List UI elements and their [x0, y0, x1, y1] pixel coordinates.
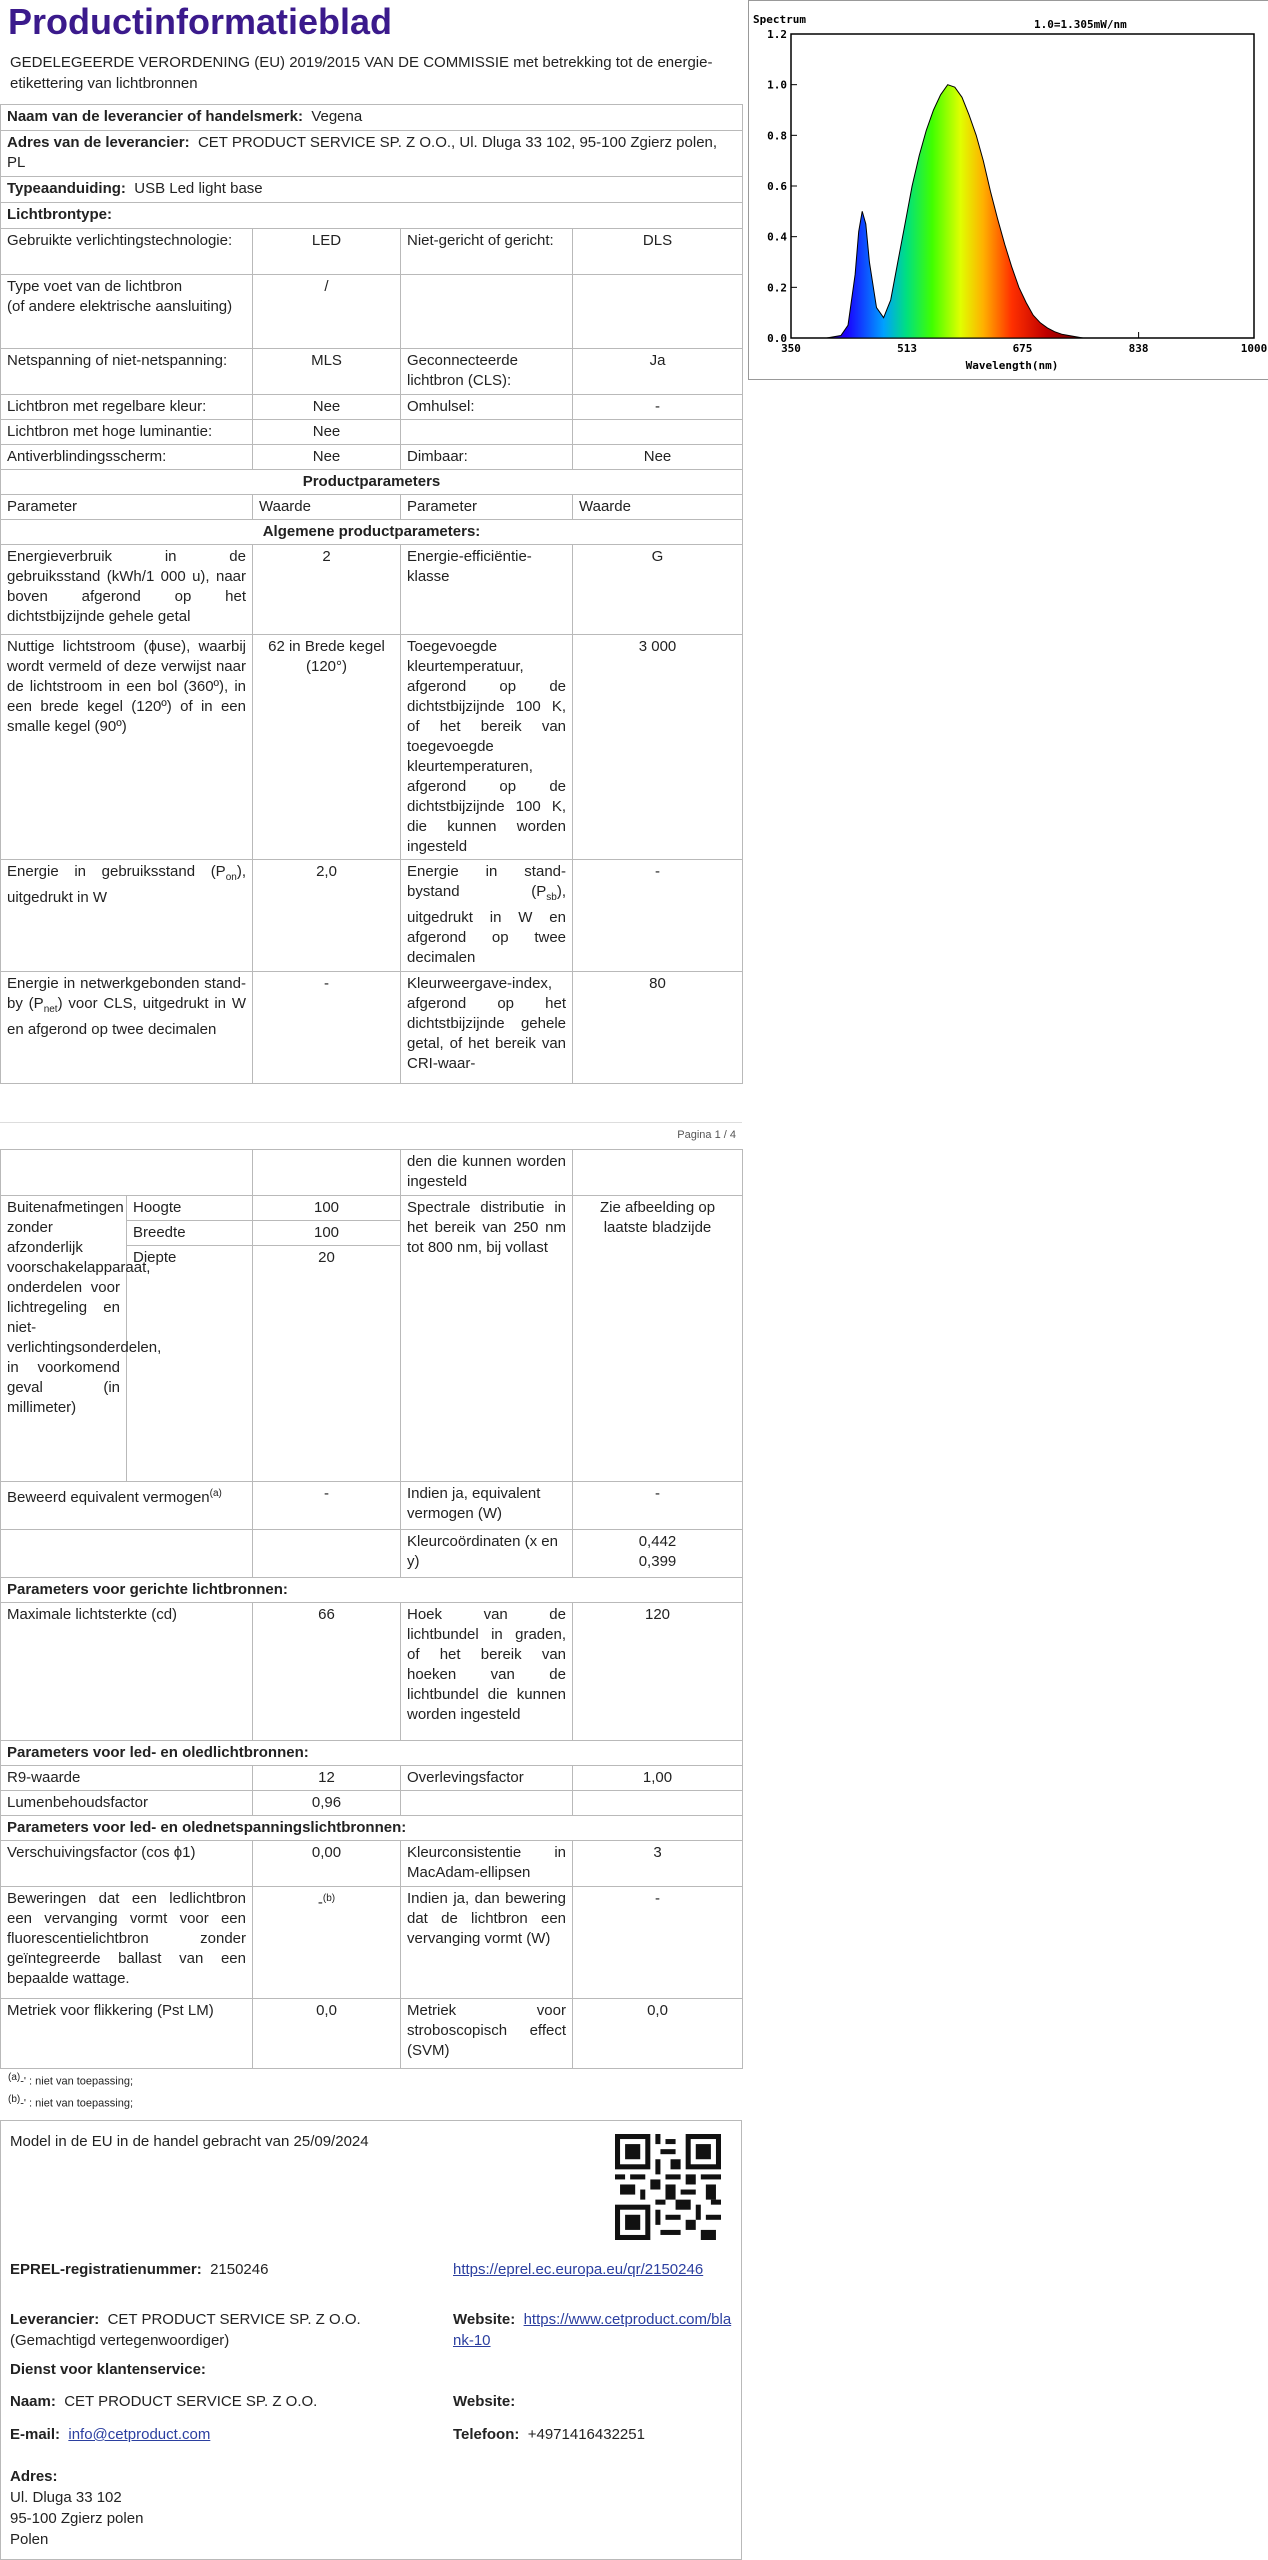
page-number: Pagina 1 / 4 — [677, 1129, 736, 1141]
regulation-text: GEDELEGEERDE VERORDENING (EU) 2019/2015 VAN DE COMMISSIE met betrekking tot de energie-etikettering van lichtbronnen — [10, 54, 713, 92]
cell-value: G — [573, 545, 743, 635]
cell-value — [253, 1530, 401, 1578]
cell-label: Lichtbron met hoge luminantie: — [1, 420, 253, 445]
dim-width-label: Breedte — [127, 1221, 253, 1246]
dim-height-value: 100 — [253, 1196, 401, 1221]
chart-title: Spectrum — [753, 13, 806, 26]
cell-label: R9-waarde — [1, 1766, 253, 1791]
y-tick-label: 0.6 — [767, 180, 787, 193]
cell-label: Energie in netwerkgebonden stand-by $(P_{net})$ voor CLS, uitgedrukt in W en afgerond op twee decimalen — [1, 972, 253, 1084]
service-website: Website: — [453, 2393, 516, 2410]
cell-label: Energie in stand-bystand $(P_{sb})$, uitgedrukt in W en afgerond op twee decimalen — [401, 860, 573, 972]
spectrum-svg — [749, 1, 1268, 379]
cell-value: LED — [253, 229, 401, 275]
y-tick-label: 1.0 — [767, 78, 787, 92]
cell-value: - — [573, 1482, 743, 1530]
service-email-link[interactable]: info@cetproduct.com — [68, 2426, 211, 2443]
cell-value: 3 — [573, 1841, 743, 1887]
cell-value: 0,0 — [253, 1999, 401, 2069]
section-ledmains: Parameters voor led- en olednetspanningslichtbronnen: — [1, 1816, 743, 1841]
supplier-representative: Leverancier: CET PRODUCT SERVICE SP. Z O.O. (Gemachtigd vertegenwoordiger) — [10, 2311, 361, 2349]
spectrum-chart — [748, 0, 1268, 380]
cell-value — [573, 1791, 743, 1816]
cell-value: Nee — [253, 445, 401, 470]
service-address: Adres: Ul. Dluga 33 102 95-100 Zgierz polen Polen — [10, 2468, 144, 2548]
cell-label: Antiverblindingsscherm: — [1, 445, 253, 470]
supplier-address-row: Adres van de leverancier: CET PRODUCT SERVICE SP. Z O.O., Ul. Dluga 33 102, 95-100 Zgierz polen, PL — [1, 131, 743, 177]
y-tick-label: 0.4 — [767, 230, 787, 244]
page-break — [0, 1122, 742, 1150]
cell-label: Energie in gebruiksstand $(P_{on})$, uitgedrukt in W — [1, 860, 253, 972]
col-header: Parameter — [401, 495, 573, 520]
cell-value: Zie afbeelding op laatste bladzijde — [573, 1196, 743, 1482]
col-header: Waarde — [253, 495, 401, 520]
cell-value: 0,00 — [253, 1841, 401, 1887]
type-row: Typeaanduiding: USB Led light base — [1, 177, 743, 203]
cell-label: Gebruikte verlichtingstechnologie: — [1, 229, 253, 275]
cell-value: 2 — [253, 545, 401, 635]
section-led: Parameters voor led- en oledlichtbronnen: — [1, 1741, 743, 1766]
qr-code-icon — [615, 2134, 721, 2240]
cell-label: Omhulsel: — [401, 395, 573, 420]
cell-label: Indien ja, dan bewering dat de lichtbron een vervanging vormt (W) — [401, 1887, 573, 1999]
cell-label: Indien ja, equivalent vermogen (W) — [401, 1482, 573, 1530]
cell-value: 62 in Brede kegel (120°) — [253, 635, 401, 860]
cell-value: Ja — [573, 349, 743, 395]
cell-label: Overlevingsfactor — [401, 1766, 573, 1791]
cell-value — [253, 1150, 401, 1196]
cell-label: Maximale lichtsterkte (cd) — [1, 1603, 253, 1741]
cell-value: DLS — [573, 229, 743, 275]
service-email: E-mail: info@cetproduct.com — [10, 2426, 211, 2443]
y-tick-label: 1.2 — [767, 28, 787, 41]
eprel-number: EPREL-registratienummer: 2150246 — [10, 2261, 269, 2278]
cell-value: 0,442 0,399 — [573, 1530, 743, 1578]
dim-height-label: Hoogte — [127, 1196, 253, 1221]
cell-value: - — [573, 1887, 743, 1999]
cell-value: 120 — [573, 1603, 743, 1741]
cell-label: Kleurweergave-index, afgerond op het dichtstbijzijnde gehele getal, of het bereik van CRI-waar- — [401, 972, 573, 1084]
cell-label: Geconnecteerde lichtbron (CLS): — [401, 349, 573, 395]
cell-value: / — [253, 275, 401, 349]
section-general: Algemene productparameters: — [1, 520, 743, 545]
eprel-link[interactable]: https://eprel.ec.europa.eu/qr/2150246 — [453, 2261, 704, 2278]
cell-label: Kleurconsistentie in MacAdam-ellipsen — [401, 1841, 573, 1887]
params-title: Productparameters — [1, 470, 743, 495]
cell-label: Kleurcoördinaten (x en y) — [401, 1530, 573, 1578]
cell-label: Beweringen dat een ledlichtbron een vervanging vormt voor een fluorescentielichtbron zonder geïntegreerde ballast van een bepaalde wattage. — [1, 1887, 253, 1999]
x-tick-label: 675 — [1012, 342, 1033, 355]
footnote-a: $^{(a)}$-' : niet van toepassing; — [8, 2072, 134, 2088]
product-table-page1 — [0, 104, 743, 1084]
cell-value: - — [253, 972, 401, 1084]
cell-value: 1,00 — [573, 1766, 743, 1791]
spectrum-fill — [791, 34, 1254, 338]
cell-label: Spectrale distributie in het bereik van 250 nm tot 800 nm, bij vollast — [401, 1196, 573, 1482]
cell-value: MLS — [253, 349, 401, 395]
cell-label: Lichtbron met regelbare kleur: — [1, 395, 253, 420]
cell-label — [1, 1530, 253, 1578]
cell-value: 3 000 — [573, 635, 743, 860]
dim-depth-label: Diepte — [127, 1246, 253, 1482]
customer-service-heading: Dienst voor klantenservice: — [10, 2361, 206, 2378]
cell-label: den die kunnen worden ingesteld — [401, 1150, 573, 1196]
product-table-page2 — [0, 1149, 743, 2069]
section-lightsource: Lichtbrontype: — [1, 203, 743, 229]
cell-value — [573, 275, 743, 349]
chart-xlabel: Wavelength(nm) — [965, 359, 1059, 372]
cell-value: - — [573, 860, 743, 972]
dim-width-value: 100 — [253, 1221, 401, 1246]
cell-value: Nee — [253, 395, 401, 420]
cell-label: Dimbaar: — [401, 445, 573, 470]
cell-label: Niet-gericht of gericht: — [401, 229, 573, 275]
col-header: Waarde — [573, 495, 743, 520]
cell-label — [401, 1791, 573, 1816]
supplier-website-link[interactable]: https://www.cetproduct.com/blank-10 — [453, 2311, 732, 2349]
cell-label: Energie-efficiëntie-klasse — [401, 545, 573, 635]
service-name: Naam: CET PRODUCT SERVICE SP. Z O.O. — [10, 2393, 318, 2410]
cell-value: 0,0 — [573, 1999, 743, 2069]
y-tick-label: 0.2 — [767, 281, 787, 295]
cell-label: Lumenbehoudsfactor — [1, 1791, 253, 1816]
cell-value — [573, 420, 743, 445]
cell-label: Energieverbruik in de gebruiksstand (kWh/1 000 u), naar boven afgerond op het dichtstbijzijnde gehele getal — [1, 545, 253, 635]
cell-value: -$^{(b)}$ — [253, 1887, 401, 1999]
cell-value: - — [253, 1482, 401, 1530]
cell-value — [573, 1150, 743, 1196]
x-tick-label: 513 — [897, 342, 918, 355]
cell-value: 80 — [573, 972, 743, 1084]
page-title: Productinformatieblad — [8, 1, 393, 42]
eprel-info-box — [0, 2120, 742, 2560]
cell-label: Nuttige lichtstroom (ϕuse), waarbij wordt vermeld of deze verwijst naar de lichtstroom in een bol (360º), in een brede kegel (120º) of in een smalle kegel (90º) — [1, 635, 253, 860]
cell-label — [401, 275, 573, 349]
footnote-b: $^{(b)}$-' : niet van toepassing; — [8, 2094, 134, 2110]
cell-label: Metriek voor flikkering (Pst LM) — [1, 1999, 253, 2069]
cell-value: 12 — [253, 1766, 401, 1791]
model-date: Model in de EU in de handel gebracht van 25/09/2024 — [10, 2133, 369, 2150]
supplier-name-row: Naam van de leverancier of handelsmerk: Vegena — [1, 105, 743, 131]
cell-label: Toegevoegde kleurtemperatuur, afgerond op de dichtstbijzijnde 100 K, of het bereik van toegevoegde kleurtemperaturen, afgerond op de dichtstbijzijnde 100 K, die kunnen worden ingesteld — [401, 635, 573, 860]
cell-value: Nee — [253, 420, 401, 445]
cell-value: 66 — [253, 1603, 401, 1741]
dims-label: Buitenafmetingen zonder afzonderlijk voorschakelapparaat, onderdelen voor lichtregeling en niet-verlichtingsonderdelen, in voorkomend geval (in millimeter) — [1, 1196, 127, 1482]
cell-label: Hoek van de lichtbundel in graden, of het bereik van hoeken van de lichtbundel die kunnen worden ingesteld — [401, 1603, 573, 1741]
dim-depth-value: 20 — [253, 1246, 401, 1482]
y-tick-label: 0.0 — [767, 332, 787, 345]
x-tick-label: 350 — [781, 342, 801, 355]
service-phone: Telefoon: +4971416432251 — [453, 2426, 645, 2443]
cell-value: - — [573, 395, 743, 420]
x-tick-label: 838 — [1128, 342, 1149, 355]
cell-label: Metriek voor stroboscopisch effect (SVM) — [401, 1999, 573, 2069]
cell-label — [401, 420, 573, 445]
cell-label: Type voet van de lichtbron (of andere elektrische aansluiting) — [1, 275, 253, 349]
y-tick-label: 0.8 — [767, 129, 787, 143]
cell-label — [1, 1150, 253, 1196]
cell-label: Beweerd equivalent vermogen$^{(a)}$ — [1, 1482, 253, 1530]
cell-value: 0,96 — [253, 1791, 401, 1816]
cell-label: Verschuivingsfactor (cos ϕ1) — [1, 1841, 253, 1887]
cell-label: Netspanning of niet-netspanning: — [1, 349, 253, 395]
section-directed: Parameters voor gerichte lichtbronnen: — [1, 1578, 743, 1603]
col-header: Parameter — [1, 495, 253, 520]
cell-value: Nee — [573, 445, 743, 470]
cell-value: 2,0 — [253, 860, 401, 972]
x-tick-label: 1000 — [1240, 342, 1268, 355]
supplier-website: Website: https://www.cetproduct.com/blank-10 — [453, 2311, 732, 2349]
chart-subtitle: 1.0=1.305mW/nm — [1034, 18, 1127, 31]
